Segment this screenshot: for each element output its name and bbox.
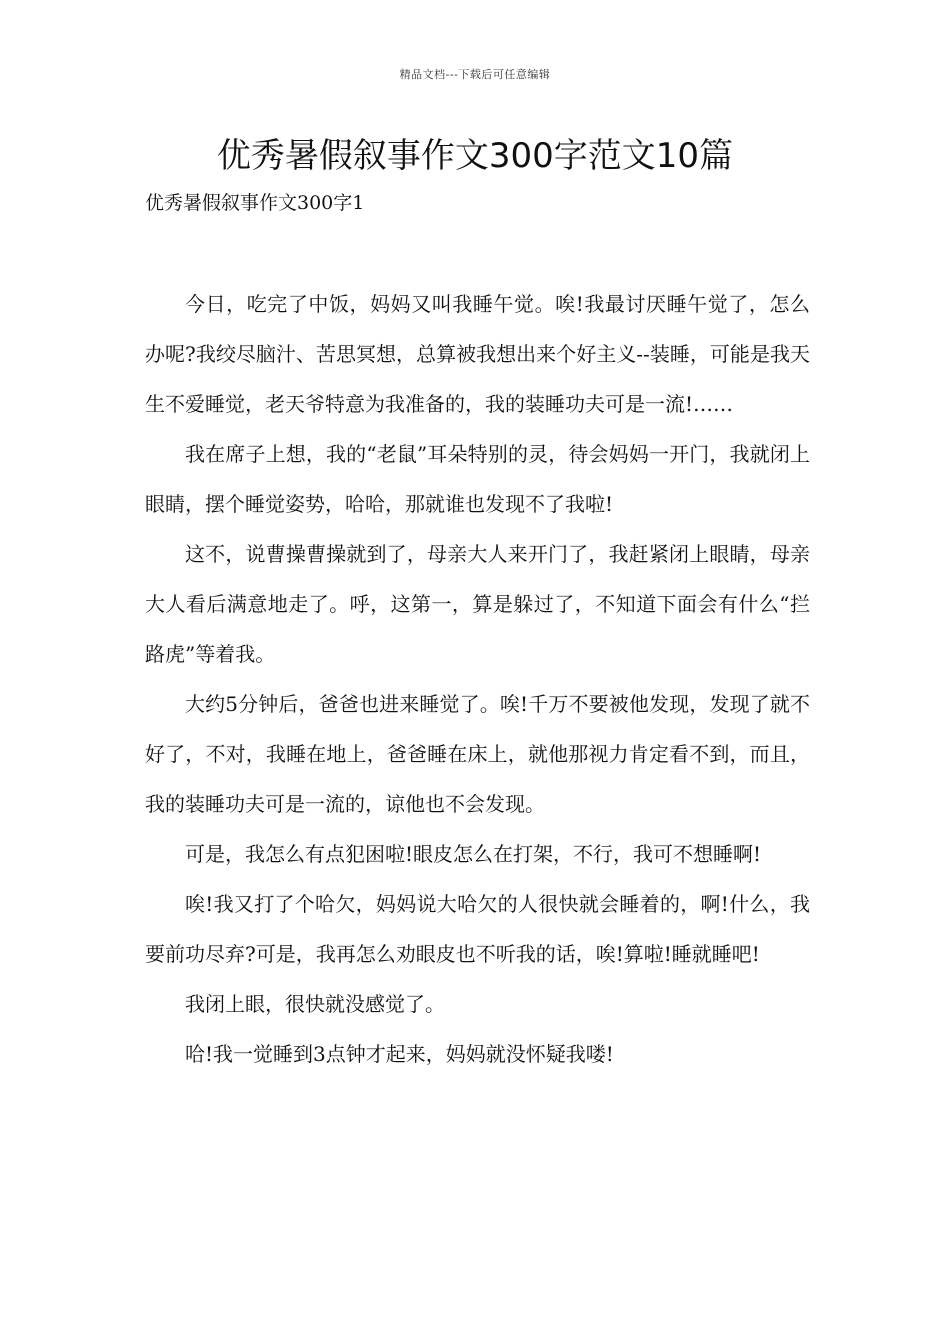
paragraph: 哈!我一觉睡到3点钟才起来，妈妈就没怀疑我喽! xyxy=(185,1042,614,1066)
paragraph: 大约5分钟后，爸爸也进来睡觉了。唉!千万不要被他发现，发现了就不好了，不对，我睡在地上，爸爸睡在床上，就他那视力肯定看不到，而且，我的装睡功夫可是一流的，谅他也不会发现。 xyxy=(145,692,810,816)
paragraph: 这不，说曹操曹操就到了，母亲大人来开门了，我赶紧闭上眼睛，母亲大人看后满意地走了。呼，这第一，算是躲过了，不知道下面会有什么“拦路虎”等着我。 xyxy=(145,542,810,666)
section-title: 优秀暑假叙事作文300字1 xyxy=(145,192,365,214)
paragraph: 我闭上眼，很快就没感觉了。 xyxy=(185,992,445,1016)
document-title: 优秀暑假叙事作文300字范文10篇 xyxy=(216,136,734,176)
header-note: 精品文档---下载后可任意编辑 xyxy=(399,68,551,81)
paragraph: 唉!我又打了个哈欠，妈妈说大哈欠的人很快就会睡着的，啊!什么，我要前功尽弃?可是，我再怎么劝眼皮也不听我的话，唉!算啦!睡就睡吧! xyxy=(145,892,810,966)
paragraph: 我在席子上想，我的“老鼠”耳朵特别的灵，待会妈妈一开门，我就闭上眼睛，摆个睡觉姿势，哈哈，那就谁也发现不了我啦! xyxy=(145,442,810,516)
essay-body xyxy=(145,279,810,1079)
paragraph: 今日，吃完了中饭，妈妈又叫我睡午觉。唉!我最讨厌睡午觉了，怎么办呢?我绞尽脑汁、苦思冥想，总算被我想出来个好主义--装睡，可能是我天生不爱睡觉，老天爷特意为我准备的，我的装睡功夫可是一流!…… xyxy=(145,292,810,416)
paragraph: 可是，我怎么有点犯困啦!眼皮怎么在打架，不行，我可不想睡啊! xyxy=(185,842,762,866)
